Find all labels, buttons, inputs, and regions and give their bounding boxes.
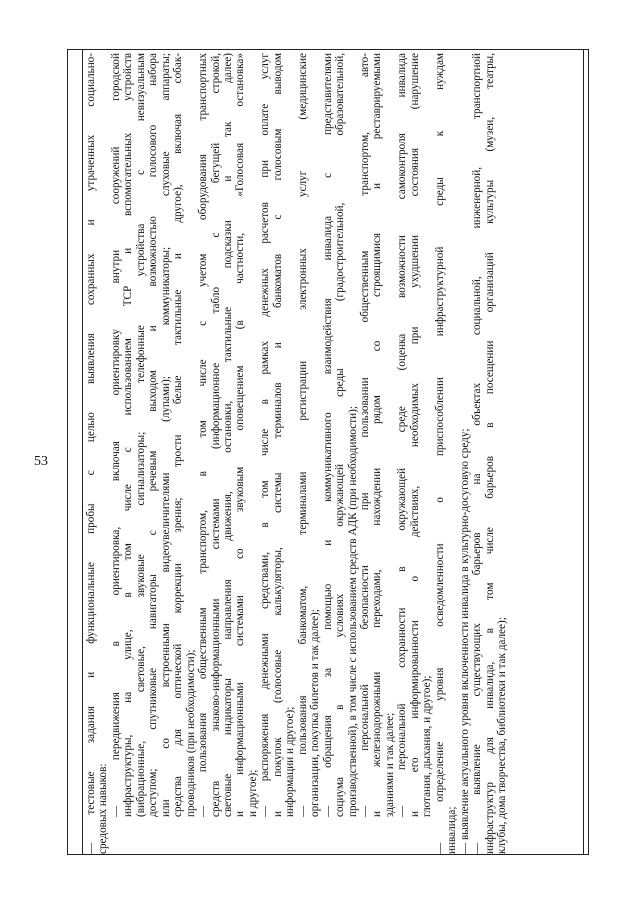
text-line: — определение уровня осведомленности о приспособлении инфраструктурной среды к нуждам — [433, 53, 446, 854]
text-line: и железнодорожными переходами, нахождении рядом со строящимися и реставрируемыми — [371, 53, 384, 817]
list-item — [322, 53, 359, 857]
text-line: — распоряжения денежными средствами, в том числе в рамках денежных расчетов при оплате услуг — [259, 53, 272, 817]
text-line: — обращения за помощью и коммуникативного взаимодействия инвалида с представителями — [321, 53, 334, 817]
text-line: инфраструктуры, на улице, в том числе с использованием ТСР и вспомогательных устройств — [122, 53, 135, 817]
text-line: и другое); — [246, 769, 259, 817]
text-line: глотания, дыхания, и другое); — [421, 675, 434, 817]
list-item — [434, 53, 459, 857]
text-line: — выявление актуального уровня включенности инвалида в культурно-досуговую среду; — [458, 428, 471, 854]
text-line: информации и другое); — [284, 706, 297, 817]
list-item — [459, 53, 471, 857]
text-line: производственной), в том числе с использованием средств АДК (при необходимости); — [346, 406, 359, 817]
list-item — [259, 53, 296, 857]
text-line: организации, покупка билетов и так далее); — [309, 609, 322, 817]
list-item — [110, 53, 197, 857]
page-number: 53 — [34, 454, 48, 469]
text-line: световые индикаторы направления движения, остановки, тактильные подсказки и так далее) — [221, 53, 234, 817]
text-line: — выявление существующих барьеров на объектах социальной, инженерной, транспортной — [471, 53, 484, 854]
text-line: — пользования общественным транспортом, в том числе с учетом оборудования транспортных — [197, 53, 210, 817]
list-item — [396, 53, 433, 857]
text-line: или со встроенными видеоувеличителями (лупами); коммуникаторы; слуховые аппараты; — [159, 53, 172, 817]
text-line: клубы, дома творчества, библиотеки и так далее); — [495, 617, 508, 854]
text-line: и его информированности о действиях, необходимых при ухудшении состояния (нарушение — [408, 53, 421, 817]
text-line: (вибрационные, световые, звуковые сигнализаторы; телефонные устройства с невизуальным — [134, 53, 147, 817]
text-line: средства для оптической коррекции зрения; трости белые тактильные и другое), включая собак- — [172, 53, 185, 817]
rotated-text-cell — [85, 53, 584, 857]
list-item — [297, 53, 322, 857]
text-line: — персональной сохранности в окружающей среде (оценка возможности самоконтроля инвалида — [396, 53, 409, 817]
text-line: социума в условиях окружающей среды (градостроительной, образовательной, — [334, 53, 347, 817]
list-item — [197, 53, 259, 857]
list-item — [471, 53, 508, 857]
list-item — [85, 53, 110, 857]
list-item — [359, 53, 396, 857]
text-line: проводников (при необходимости); — [184, 649, 197, 817]
text-line: средовых навыков: — [97, 763, 110, 854]
text-line: и информационными системами со звуковым оповещением (в частности, «Голосовая остановка» — [234, 53, 247, 817]
text-line: и покупок (голосовые калькуляторы, системы терминалов и банкоматов с голосовым выводом — [271, 53, 284, 817]
text-line: доступом; спутниковые навигаторы с речевым выходом и возможностью голосового набора — [147, 53, 160, 817]
text-line: инфраструктур для инвалида, в том числе барьеров в посещении организаций культуры (музеи, театры, — [483, 53, 496, 854]
text-line: — персональной безопасности при пользовании общественным транспортом, авто- — [358, 53, 371, 817]
text-line: — тестовые задания и функциональные пробы с целью выявления сохранных и утраченных социально- — [85, 53, 97, 854]
text-line: зданиями и так далее; — [383, 712, 396, 817]
text-line: — пользования банкоматом, терминалами регистрации электронных услуг (медицинские — [296, 53, 309, 817]
text-line: — передвижения в ориентировка, включая ориентировку внутри сооружений городской — [109, 53, 122, 817]
text-line: инвалида; — [446, 806, 459, 854]
column-divider-left — [82, 50, 83, 854]
text-line: средств знаково-информационными системами (информационное табло с бегущей строкой, — [209, 53, 222, 817]
